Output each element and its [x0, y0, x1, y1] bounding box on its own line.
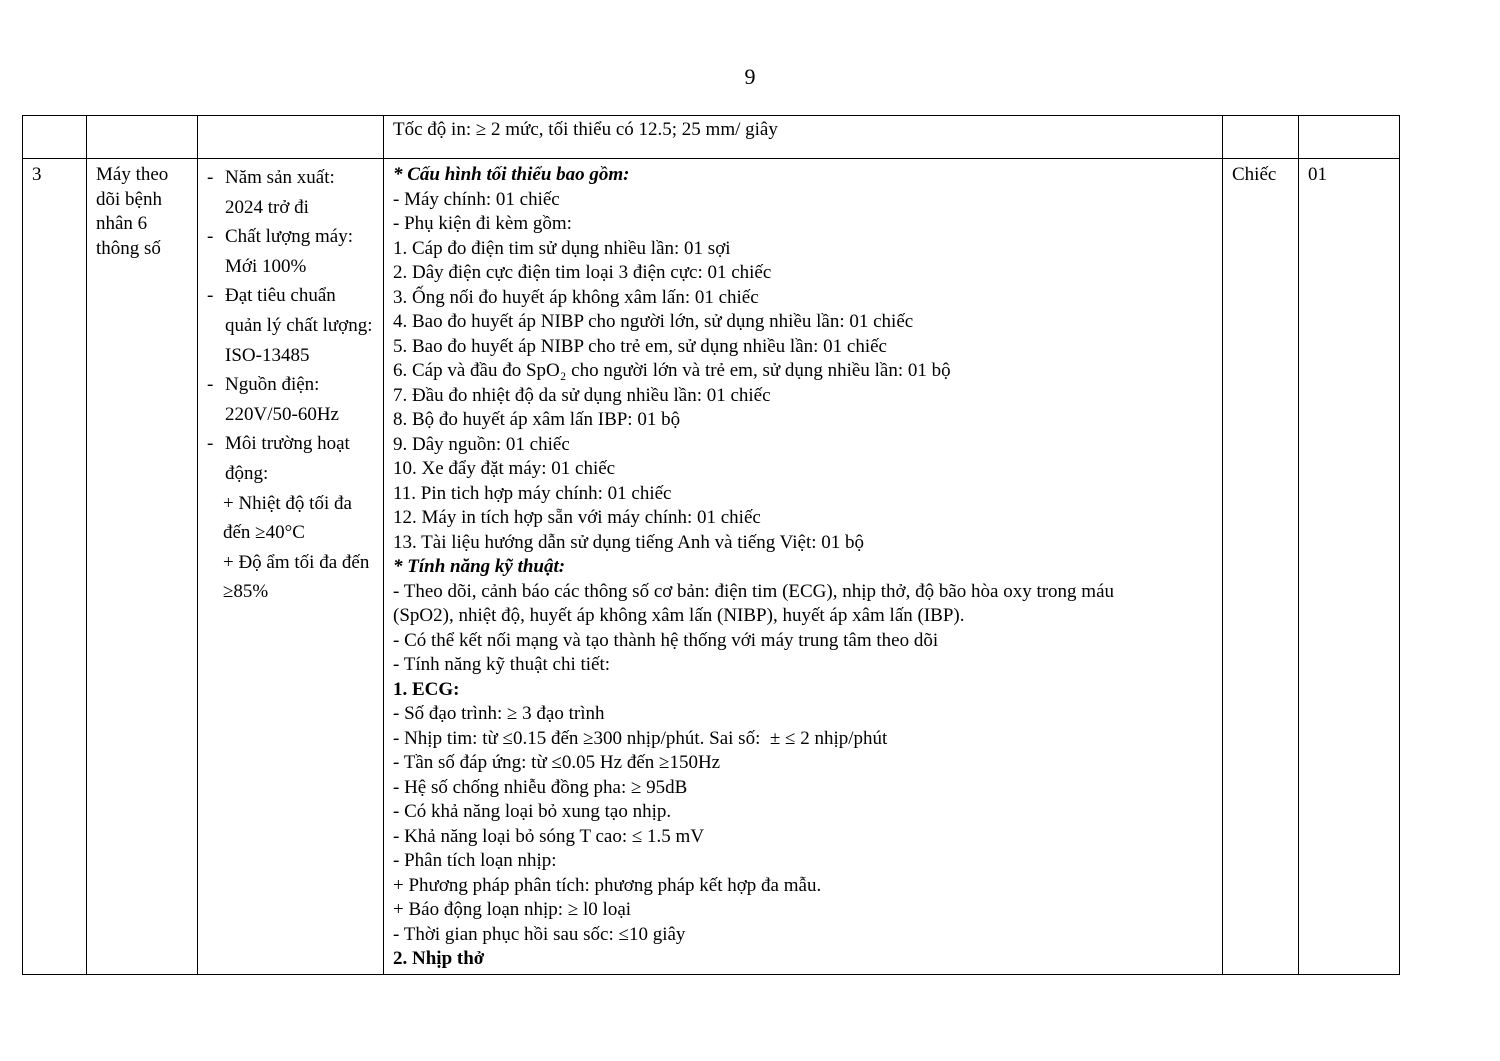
item-name: Máy theo dõi bệnh nhân 6 thông số	[87, 159, 198, 975]
spec-line: 7. Đầu đo nhiệt độ da sử dụng nhiều lần: 01 chiếc	[393, 384, 771, 406]
spec-line: - Có khả năng loại bỏ xung tạo nhịp.	[393, 801, 672, 822]
spec-line: - Tần số đáp ứng: từ ≤0.05 Hz đến ≥150Hz	[393, 752, 721, 773]
no-cell	[23, 116, 87, 159]
unit-cell	[1223, 116, 1299, 159]
spec-line: 2. Dây điện cực điện tim loại 3 điện cực: 01 chiếc	[393, 262, 772, 283]
spec-line: 8. Bộ đo huyết áp xâm lấn IBP: 01 bộ	[393, 409, 681, 430]
spec-line: (SpO2), nhiệt độ, huyết áp không xâm lấn (NIBP), huyết áp xâm lấn (IBP).	[393, 605, 965, 626]
environment-list	[207, 489, 374, 607]
requirement-item: - Nguồn điện: 220V/50-60Hz	[207, 370, 374, 429]
requirement-item: - Đạt tiêu chuẩn quản lý chất lượng: ISO-13485	[207, 281, 374, 370]
spec-line: + Báo động loạn nhịp: ≥ l0 loại	[393, 899, 632, 920]
spec-line: - Có thể kết nối mạng và tạo thành hệ thống với máy trung tâm theo dõi	[393, 629, 939, 651]
equipment-spec-table	[22, 115, 1400, 975]
table-row	[23, 159, 1400, 975]
requirements-list	[207, 163, 374, 489]
spec-heading: * Tính năng kỹ thuật:	[393, 556, 566, 577]
spec-cell	[384, 116, 1223, 159]
spec-line: - Thời gian phục hồi sau sốc: ≤10 giây	[393, 923, 686, 945]
spec-line: 11. Pin tich hợp máy chính: 01 chiếc	[393, 482, 672, 504]
spec-line: 9. Dây nguồn: 01 chiếc	[393, 433, 570, 455]
spec-line: - Nhịp tim: từ ≤0.15 đến ≥300 nhịp/phút. Sai số: ± ≤ 2 nhịp/phút	[393, 727, 888, 749]
spec-line: - Số đạo trình: ≥ 3 đạo trình	[393, 703, 605, 724]
spec-line: + Phương pháp phân tích: phương pháp kết hợp đa mẫu.	[393, 874, 822, 896]
spec-line: - Hệ số chống nhiễu đồng pha: ≥ 95dB	[393, 776, 688, 798]
environment-item: + Nhiệt độ tối đa đến ≥40°C	[223, 492, 352, 544]
name-cell	[87, 116, 198, 159]
unit-cell: Chiếc	[1223, 159, 1299, 975]
spec-line: - Máy chính: 01 chiếc	[393, 188, 560, 210]
spec-line: 1. Cáp đo điện tim sử dụng nhiều lần: 01 sợi	[393, 237, 731, 259]
spec-line: 12. Máy in tích hợp sẵn với máy chính: 01 chiếc	[393, 507, 761, 528]
table-row-continuation	[23, 116, 1400, 159]
item-number: 3	[23, 159, 87, 975]
spec-line: - Khả năng loại bỏ sóng T cao: ≤ 1.5 mV	[393, 825, 705, 847]
requirements-cell	[198, 116, 384, 159]
quantity-cell: 01	[1299, 159, 1400, 975]
quantity-cell	[1299, 116, 1400, 159]
requirement-item: - Năm sản xuất: 2024 trở đi	[207, 163, 374, 222]
spec-heading: 2. Nhịp thở	[393, 948, 485, 969]
requirement-item: - Môi trường hoạt động:	[207, 429, 374, 488]
spec-heading: * Cấu hình tối thiểu bao gồm:	[393, 164, 630, 185]
spec-line: - Phân tích loạn nhịp:	[393, 850, 557, 871]
spec-heading: 1. ECG:	[393, 678, 460, 700]
requirement-item: - Chất lượng máy: Mới 100%	[207, 222, 374, 281]
spec-line: 13. Tài liệu hướng dẫn sử dụng tiếng Anh và tiếng Việt: 01 bộ	[393, 531, 865, 553]
requirements-cell	[198, 159, 384, 975]
spec-line: - Phụ kiện đi kèm gồm:	[393, 213, 572, 234]
spec-line: 6. Cáp và đầu đo SpO₂ cho người lớn và trẻ em, sử dụng nhiều lần: 01 bộ	[393, 360, 951, 381]
spec-line: Tốc độ in: ≥ 2 mức, tối thiểu có 12.5; 25 mm/ giây	[393, 119, 778, 140]
spec-line: - Tính năng kỹ thuật chi tiết:	[393, 654, 611, 675]
spec-cell	[384, 159, 1223, 975]
environment-item: + Độ ẩm tối đa đến ≥85%	[223, 551, 370, 603]
spec-line: - Theo dõi, cảnh báo các thông số cơ bản: điện tim (ECG), nhịp thở, độ bão hòa oxy trong máu	[393, 580, 1115, 602]
page-number: 9	[744, 64, 756, 89]
spec-line: 4. Bao đo huyết áp NIBP cho người lớn, sử dụng nhiều lần: 01 chiếc	[393, 311, 914, 332]
spec-line: 10. Xe đẩy đặt máy: 01 chiếc	[393, 458, 616, 479]
spec-line: 3. Ống nối đo huyết áp không xâm lấn: 01 chiếc	[393, 286, 759, 308]
spec-line: 5. Bao đo huyết áp NIBP cho trẻ em, sử dụng nhiều lần: 01 chiếc	[393, 335, 887, 357]
